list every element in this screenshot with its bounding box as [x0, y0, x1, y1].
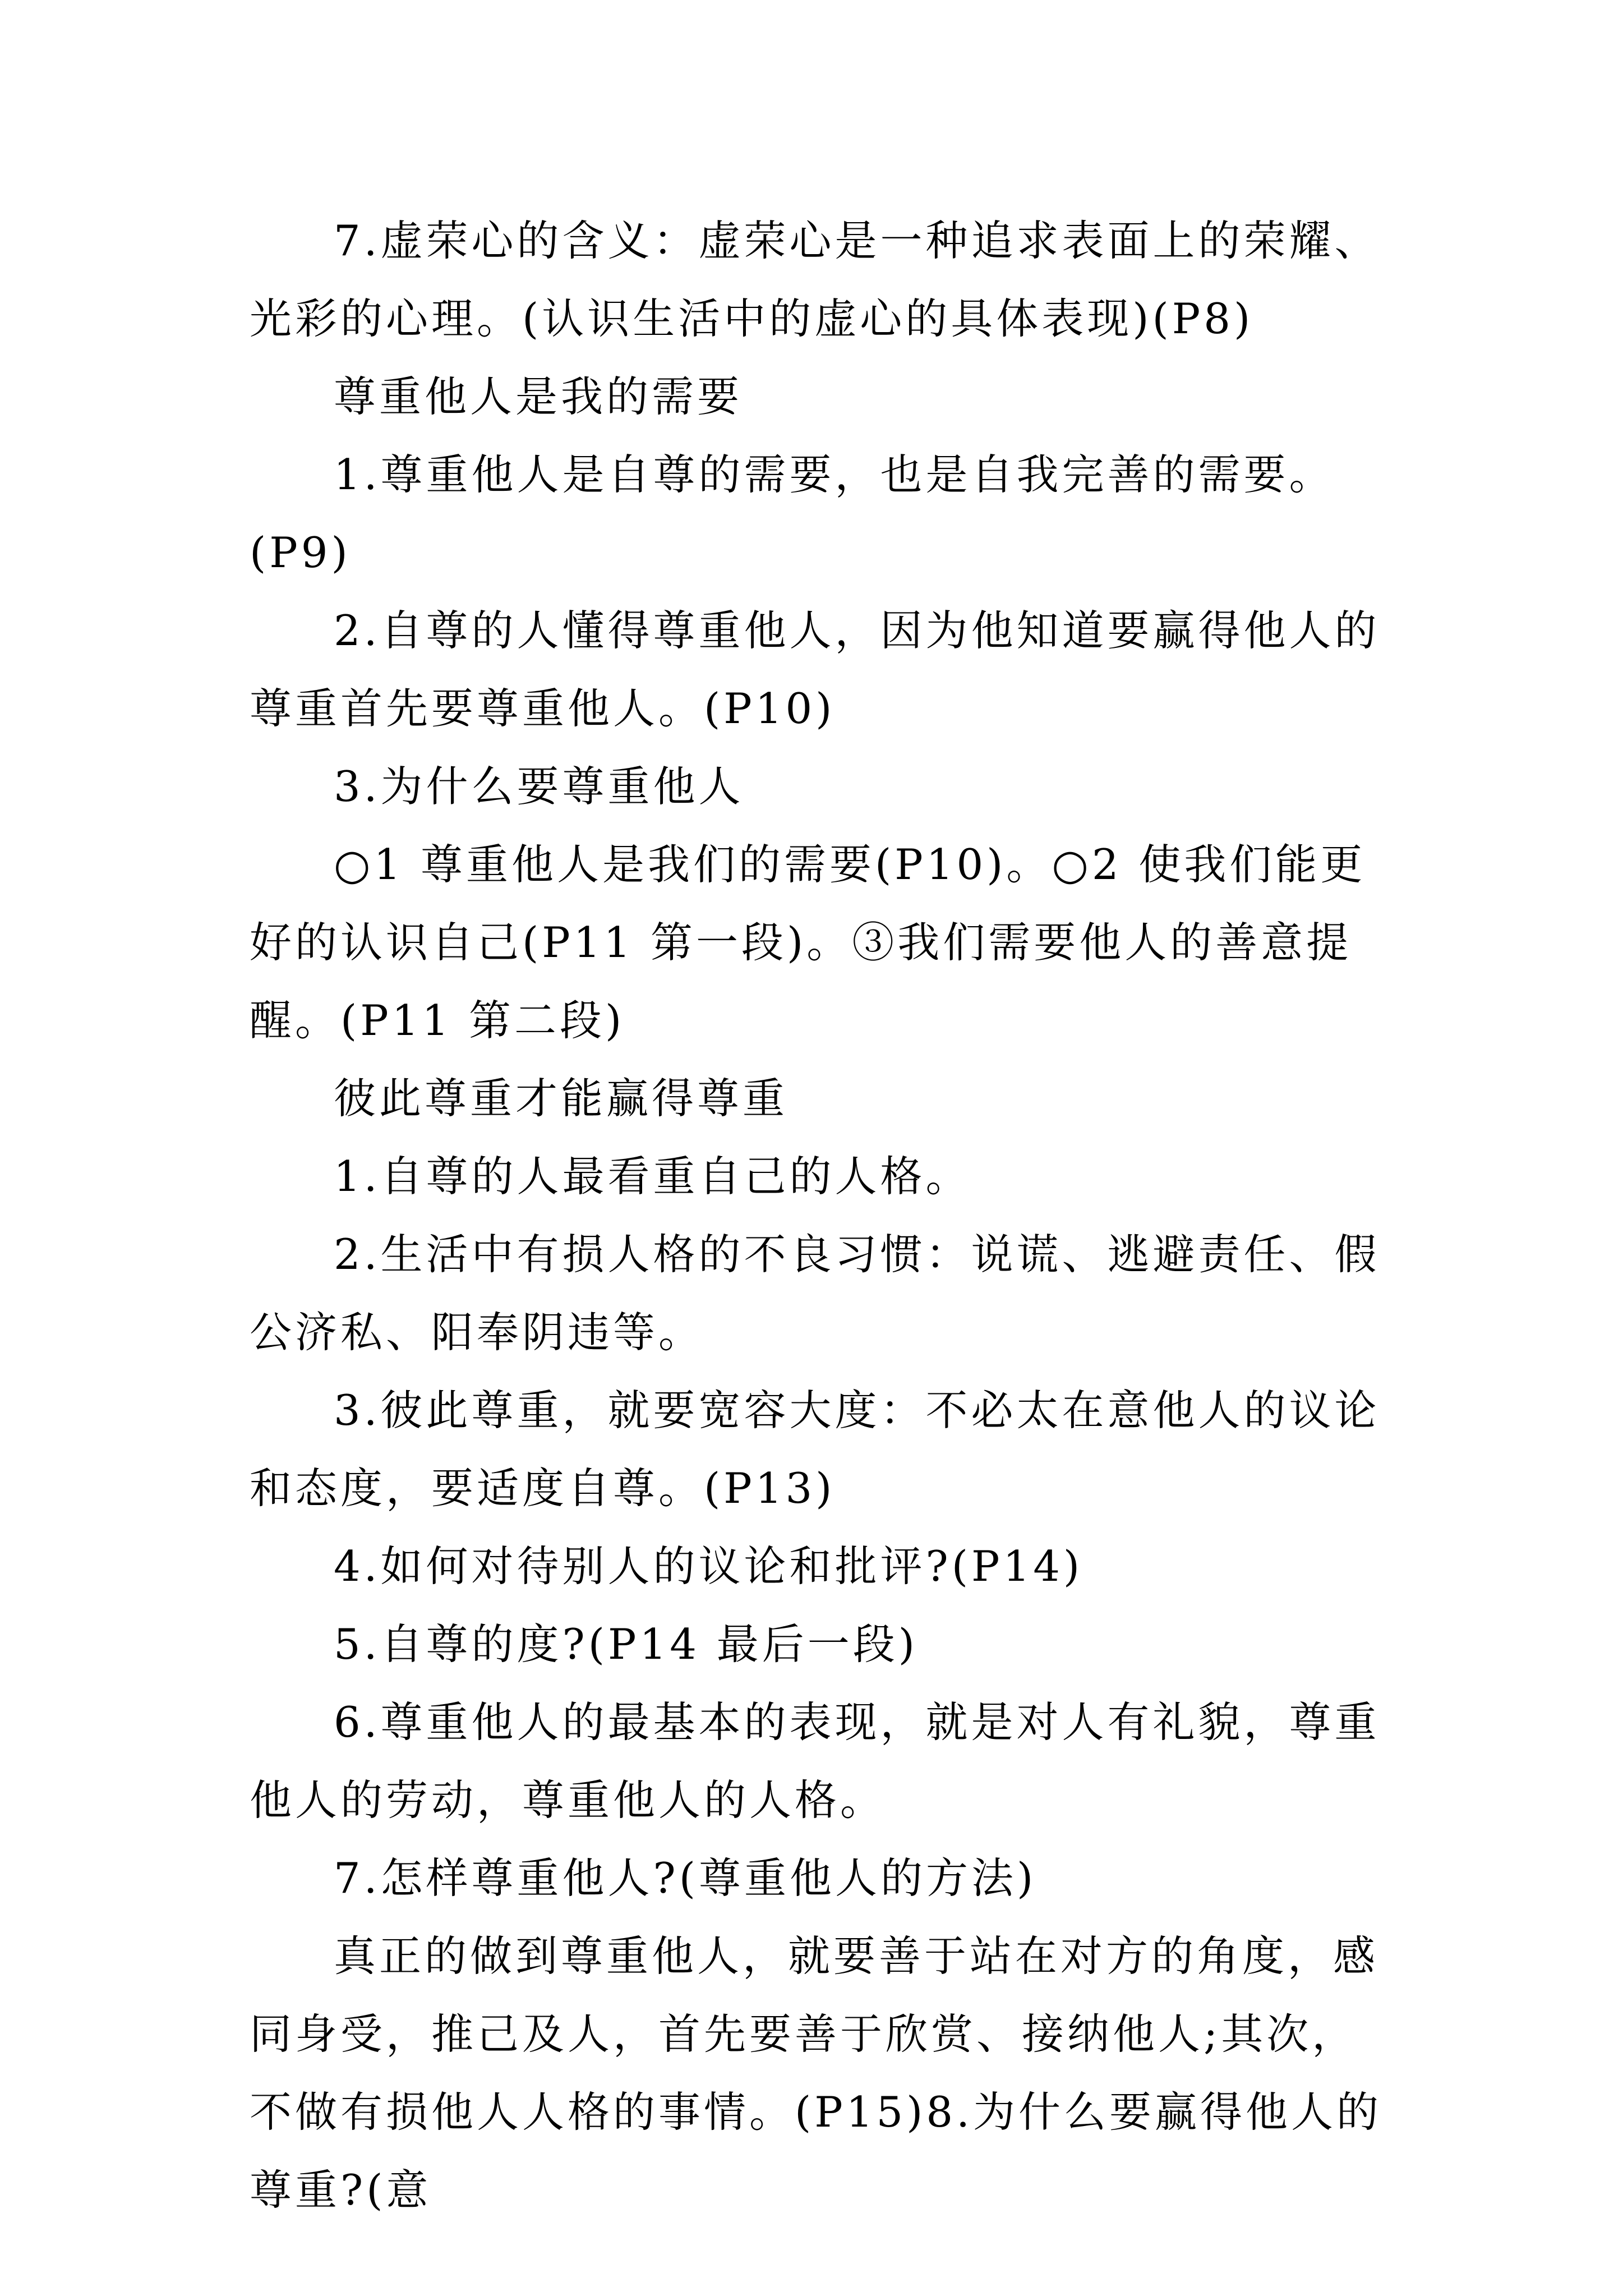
paragraph-point-3-reasons: ○1 尊重他人是我们的需要(P10)。○2 使我们能更好的认识自己(P11 第一段)。③我们需要他人的善意提醒。(P11 第二段): [250, 840, 1366, 1045]
paragraph-mutual-6: 6.尊重他人的最基本的表现，就是对人有礼貌，尊重他人的劳动，尊重他人的人格。: [250, 1697, 1380, 1825]
document-page: [250, 202, 1394, 2229]
section-heading-respect-is-my-need: 尊重他人是我的需要: [334, 372, 743, 421]
paragraph-vanity-definition: 7.虚荣心的含义：虚荣心是一种追求表面上的荣耀、光彩的心理。(认识生活中的虚心的具体表现)(P8): [250, 216, 1380, 343]
paragraph-mutual-1: 1.自尊的人最看重自己的人格。: [334, 1152, 971, 1201]
paragraph-respect-method: 真正的做到尊重他人，就要善于站在对方的角度，感同身受，推己及人，首先要善于欣赏、接纳他人;其次，不做有损他人人格的事情。(P15)8.为什么要赢得他人的尊重?(意: [250, 1931, 1382, 2215]
paragraph-mutual-2: 2.生活中有损人格的不良习惯：说谎、逃避责任、假公济私、阳奉阴违等。: [250, 1230, 1380, 1357]
paragraph-mutual-5: 5.自尊的度?(P14 最后一段): [334, 1619, 919, 1669]
paragraph-point-3-heading: 3.为什么要尊重他人: [334, 762, 744, 811]
paragraph-mutual-3: 3.彼此尊重，就要宽容大度：不必太在意他人的议论和态度，要适度自尊。(P13): [250, 1386, 1380, 1513]
paragraph-mutual-7: 7.怎样尊重他人?(尊重他人的方法): [334, 1853, 1037, 1903]
section-heading-mutual-respect: 彼此尊重才能赢得尊重: [334, 1074, 789, 1123]
paragraph-mutual-4: 4.如何对待别人的议论和批评?(P14): [334, 1542, 1083, 1591]
paragraph-point-2: 2.自尊的人懂得尊重他人，因为他知道要赢得他人的尊重首先要尊重他人。(P10): [250, 606, 1380, 733]
paragraph-point-1: 1.尊重他人是自尊的需要，也是自我完善的需要。(P9): [250, 450, 1335, 577]
